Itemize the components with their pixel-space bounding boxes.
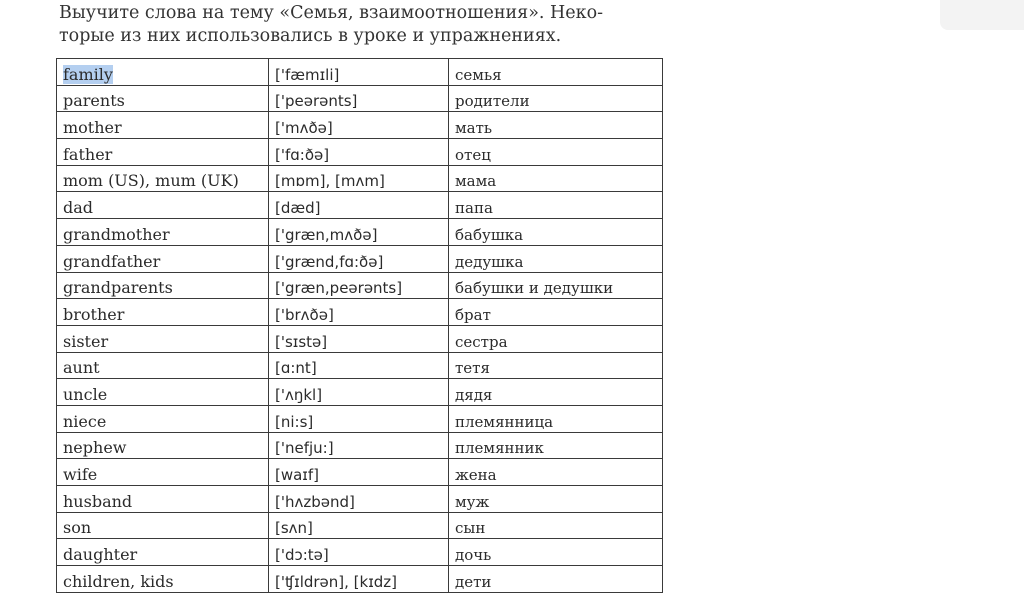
table-row bbox=[57, 139, 663, 166]
transcription-cell[interactable]: ['ʌŋkl] bbox=[269, 379, 449, 406]
transcription-cell[interactable]: [sʌn] bbox=[269, 512, 449, 539]
english-word: son bbox=[63, 518, 92, 538]
table-row bbox=[57, 245, 663, 272]
english-word-cell[interactable] bbox=[57, 272, 269, 299]
english-word-cell[interactable] bbox=[57, 432, 269, 459]
english-word-cell[interactable] bbox=[57, 539, 269, 566]
transcription-cell[interactable]: ['grænd,fɑ:ðə] bbox=[269, 245, 449, 272]
english-word-cell[interactable] bbox=[57, 59, 269, 86]
english-word: mom (US), mum (UK) bbox=[63, 171, 239, 191]
translation-cell[interactable]: дочь bbox=[449, 539, 663, 566]
vocabulary-table-body bbox=[57, 59, 663, 593]
table-row bbox=[57, 272, 663, 299]
translation-cell[interactable]: дети bbox=[449, 566, 663, 593]
english-word-cell[interactable] bbox=[57, 379, 269, 406]
english-word-cell[interactable] bbox=[57, 459, 269, 486]
transcription-cell[interactable]: [ni:s] bbox=[269, 405, 449, 432]
table-row bbox=[57, 566, 663, 593]
table-row bbox=[57, 512, 663, 539]
instruction-line-2: торые из них использовались в уроке и упражнениях. bbox=[59, 26, 562, 46]
translation-cell[interactable]: папа bbox=[449, 192, 663, 219]
english-word-cell[interactable] bbox=[57, 165, 269, 192]
english-word-cell[interactable] bbox=[57, 566, 269, 593]
english-word: daughter bbox=[63, 545, 138, 565]
english-word: grandmother bbox=[63, 224, 170, 244]
transcription-cell[interactable]: ['græn,peərənts] bbox=[269, 272, 449, 299]
transcription-cell[interactable]: ['sɪstə] bbox=[269, 325, 449, 352]
translation-cell[interactable]: тетя bbox=[449, 352, 663, 379]
translation-cell[interactable]: дядя bbox=[449, 379, 663, 406]
translation-cell[interactable]: мать bbox=[449, 112, 663, 139]
translation-cell[interactable]: брат bbox=[449, 299, 663, 326]
english-word: father bbox=[63, 144, 113, 164]
table-row bbox=[57, 539, 663, 566]
translation-cell[interactable]: семья bbox=[449, 59, 663, 86]
english-word: aunt bbox=[63, 358, 100, 378]
translation-cell[interactable]: бабушки и дедушки bbox=[449, 272, 663, 299]
table-row bbox=[57, 379, 663, 406]
english-word-cell[interactable] bbox=[57, 405, 269, 432]
english-word: niece bbox=[63, 411, 107, 431]
english-word: mother bbox=[63, 118, 122, 138]
english-word: husband bbox=[63, 491, 133, 511]
english-word: sister bbox=[63, 331, 109, 351]
transcription-cell[interactable]: [dæd] bbox=[269, 192, 449, 219]
english-word: wife bbox=[63, 465, 98, 484]
english-word: family bbox=[63, 64, 113, 84]
translation-cell[interactable]: отец bbox=[449, 139, 663, 166]
english-word: dad bbox=[63, 198, 94, 218]
translation-cell[interactable]: бабушка bbox=[449, 219, 663, 246]
transcription-cell[interactable]: ['nefju:] bbox=[269, 432, 449, 459]
english-word: grandparents bbox=[63, 278, 173, 298]
translation-cell[interactable]: родители bbox=[449, 85, 663, 112]
table-row bbox=[57, 165, 663, 192]
table-row bbox=[57, 85, 663, 112]
table-row bbox=[57, 352, 663, 379]
transcription-cell[interactable]: ['peərənts] bbox=[269, 85, 449, 112]
transcription-cell[interactable]: ['ʧɪldrən], [kɪdz] bbox=[269, 566, 449, 593]
english-word: uncle bbox=[63, 384, 108, 404]
table-row bbox=[57, 486, 663, 513]
translation-cell[interactable]: мама bbox=[449, 165, 663, 192]
table-row bbox=[57, 405, 663, 432]
translation-cell[interactable]: сын bbox=[449, 512, 663, 539]
english-word-cell[interactable] bbox=[57, 245, 269, 272]
slide-corner-decoration bbox=[940, 0, 1024, 30]
translation-cell[interactable]: жена bbox=[449, 459, 663, 486]
table-row bbox=[57, 59, 663, 86]
english-word-cell[interactable] bbox=[57, 219, 269, 246]
english-word: children, kids bbox=[63, 571, 174, 591]
english-word-cell[interactable] bbox=[57, 192, 269, 219]
translation-cell[interactable]: племянник bbox=[449, 432, 663, 459]
translation-cell[interactable]: муж bbox=[449, 486, 663, 513]
transcription-cell[interactable]: ['brʌðə] bbox=[269, 299, 449, 326]
instruction-text bbox=[59, 2, 669, 48]
english-word-cell[interactable] bbox=[57, 352, 269, 379]
english-word-cell[interactable] bbox=[57, 512, 269, 539]
english-word-cell[interactable] bbox=[57, 85, 269, 112]
table-row bbox=[57, 432, 663, 459]
transcription-cell[interactable]: [mɒm], [mʌm] bbox=[269, 165, 449, 192]
table-row bbox=[57, 192, 663, 219]
english-word: nephew bbox=[63, 438, 127, 458]
table-row bbox=[57, 325, 663, 352]
transcription-cell[interactable]: ['dɔ:tə] bbox=[269, 539, 449, 566]
english-word-cell[interactable] bbox=[57, 299, 269, 326]
table-row bbox=[57, 219, 663, 246]
transcription-cell[interactable]: ['græn,mʌðə] bbox=[269, 219, 449, 246]
english-word: grandfather bbox=[63, 251, 161, 271]
transcription-cell[interactable]: ['fɑ:ðə] bbox=[269, 139, 449, 166]
english-word-cell[interactable] bbox=[57, 325, 269, 352]
english-word-cell[interactable] bbox=[57, 112, 269, 139]
english-word: parents bbox=[63, 91, 125, 111]
transcription-cell[interactable]: ['fæmɪli] bbox=[269, 59, 449, 86]
transcription-cell[interactable]: [waɪf] bbox=[269, 459, 449, 486]
translation-cell[interactable]: дедушка bbox=[449, 245, 663, 272]
instruction-line-1: Выучите слова на тему «Семья, взаимоотношения». Неко- bbox=[59, 3, 604, 23]
table-row bbox=[57, 459, 663, 486]
table-row bbox=[57, 112, 663, 139]
english-word: brother bbox=[63, 304, 125, 324]
vocabulary-table bbox=[56, 58, 663, 593]
transcription-cell[interactable]: ['mʌðə] bbox=[269, 112, 449, 139]
english-word-cell[interactable] bbox=[57, 139, 269, 166]
transcription-cell[interactable]: ['hʌzbənd] bbox=[269, 486, 449, 513]
table-row bbox=[57, 299, 663, 326]
translation-cell[interactable]: племянница bbox=[449, 405, 663, 432]
english-word-cell[interactable] bbox=[57, 486, 269, 513]
translation-cell[interactable]: сестра bbox=[449, 325, 663, 352]
transcription-cell[interactable]: [ɑ:nt] bbox=[269, 352, 449, 379]
